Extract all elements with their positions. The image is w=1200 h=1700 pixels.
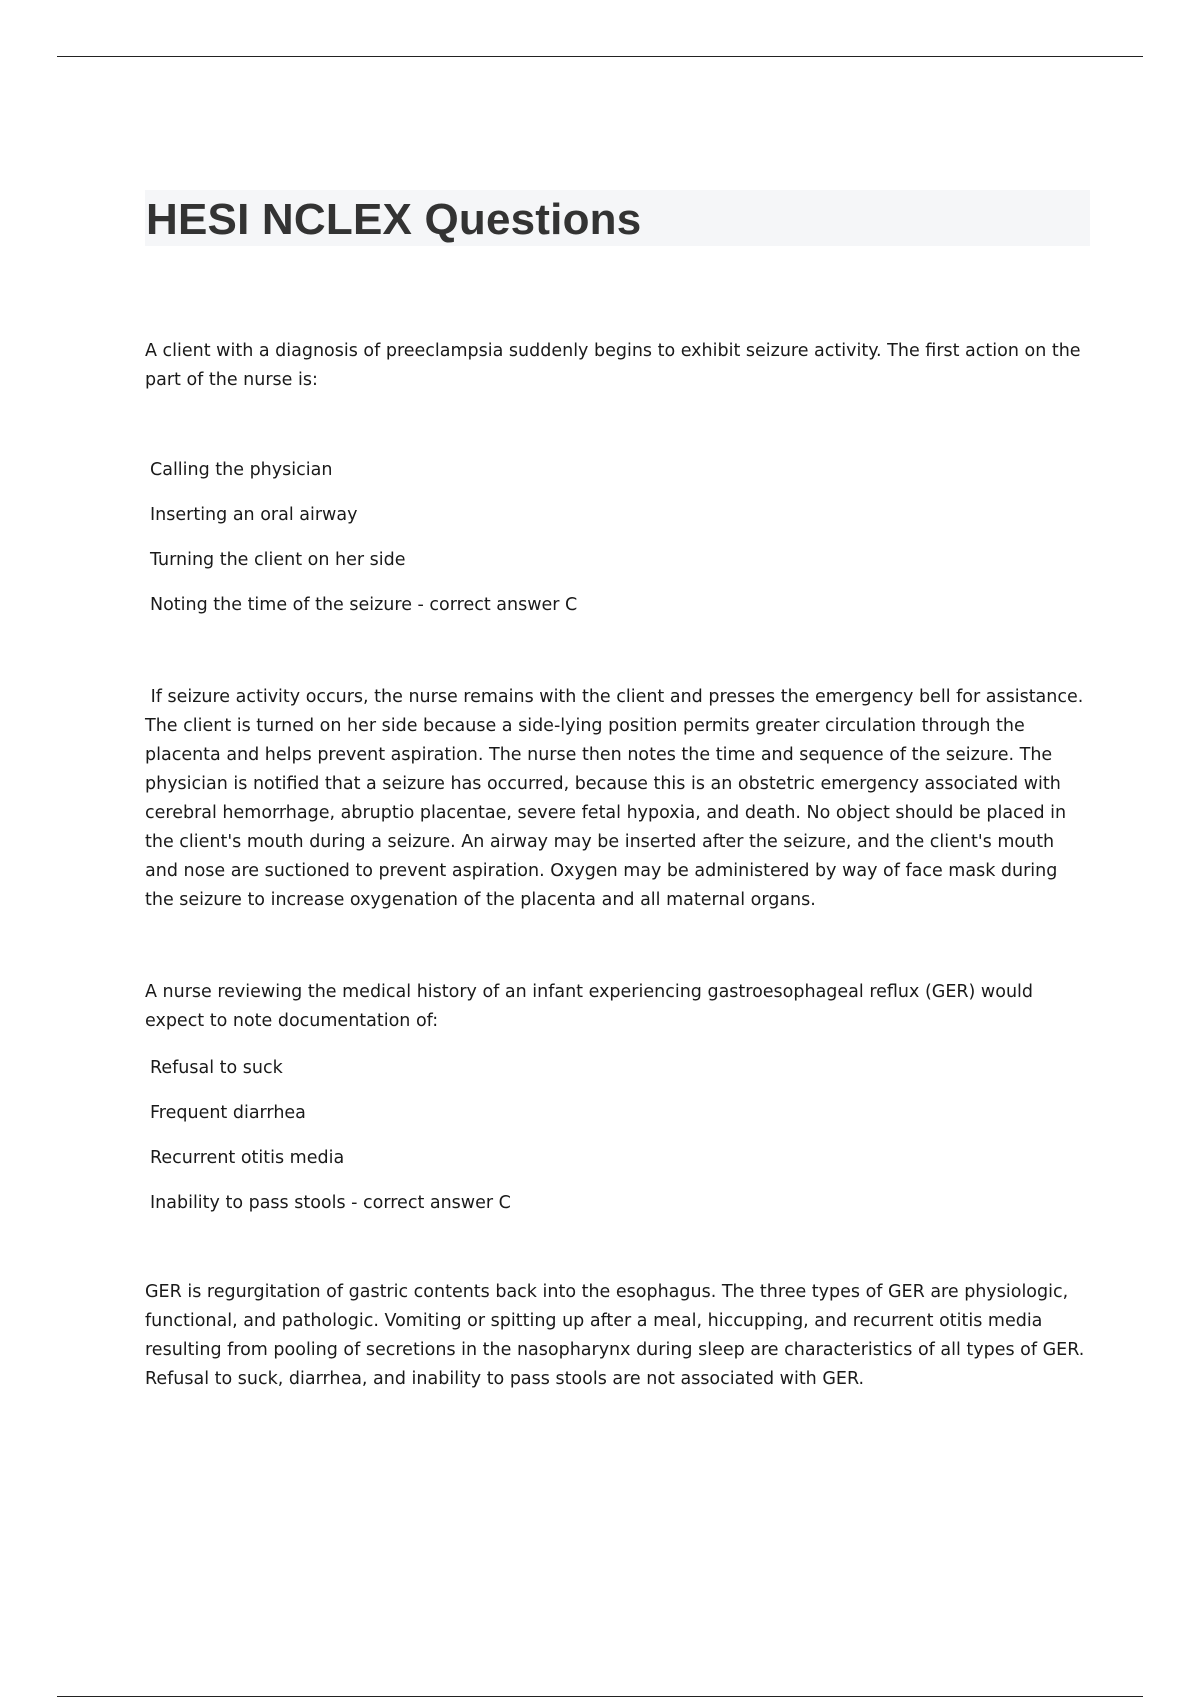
- question-2-option-c: Recurrent otitis media: [150, 1148, 345, 1168]
- question-2-option-a: Refusal to suck: [150, 1058, 283, 1078]
- question-1-option-d: Noting the time of the seizure - correct answer C: [150, 595, 578, 615]
- question-1-option-b: Inserting an oral airway: [150, 505, 358, 525]
- question-1-option-c: Turning the client on her side: [150, 550, 406, 570]
- question-1-options: [145, 456, 577, 620]
- bottom-rule: [57, 1696, 1143, 1697]
- question-2-option-b: Frequent diarrhea: [150, 1103, 306, 1123]
- question-2-stem: A nurse reviewing the medical history of an infant experiencing gastroesophageal reflux (GER) would expect to note documentation of:: [145, 982, 1034, 1031]
- question-1-rationale: If seizure activity occurs, the nurse remains with the client and presses the emergency bell for assistance. The client is turned on her side because a side-lying position permits greater circulation through the placenta and helps prevent aspiration. The nurse then notes the time and sequence of the seizure. The physician is notified that a seizure has occurred, because this is an obstetric emergency associated with cerebral hemorrhage, abruptio placentae, severe fetal hypoxia, and death. No object should be placed in the client's mouth during a seizure. An airway may be inserted after the seizure, and the client's mouth and nose are suctioned to prevent aspiration. Oxygen may be administered by way of face mask during the seizure to increase oxygenation of the placenta and all maternal organs.: [145, 687, 1089, 910]
- question-2-option-d: Inability to pass stools - correct answer C: [150, 1193, 511, 1213]
- question-2-options: [145, 1054, 511, 1218]
- top-rule: [57, 56, 1143, 57]
- question-1-stem: A client with a diagnosis of preeclampsia suddenly begins to exhibit seizure activity. The first action on the part of the nurse is:: [145, 341, 1081, 390]
- page-title: HESI NCLEX Questions: [146, 195, 642, 244]
- question-1-option-a: Calling the physician: [150, 460, 333, 480]
- question-2-rationale: GER is regurgitation of gastric contents back into the esophagus. The three types of GER are physiologic, functional, and pathologic. Vomiting or spitting up after a meal, hiccupping, and recurrent otitis media resulting from pooling of secretions in the nasopharynx during sleep are characteristics of all types of GER. Refusal to suck, diarrhea, and inability to pass stools are not associated with GER.: [145, 1282, 1085, 1389]
